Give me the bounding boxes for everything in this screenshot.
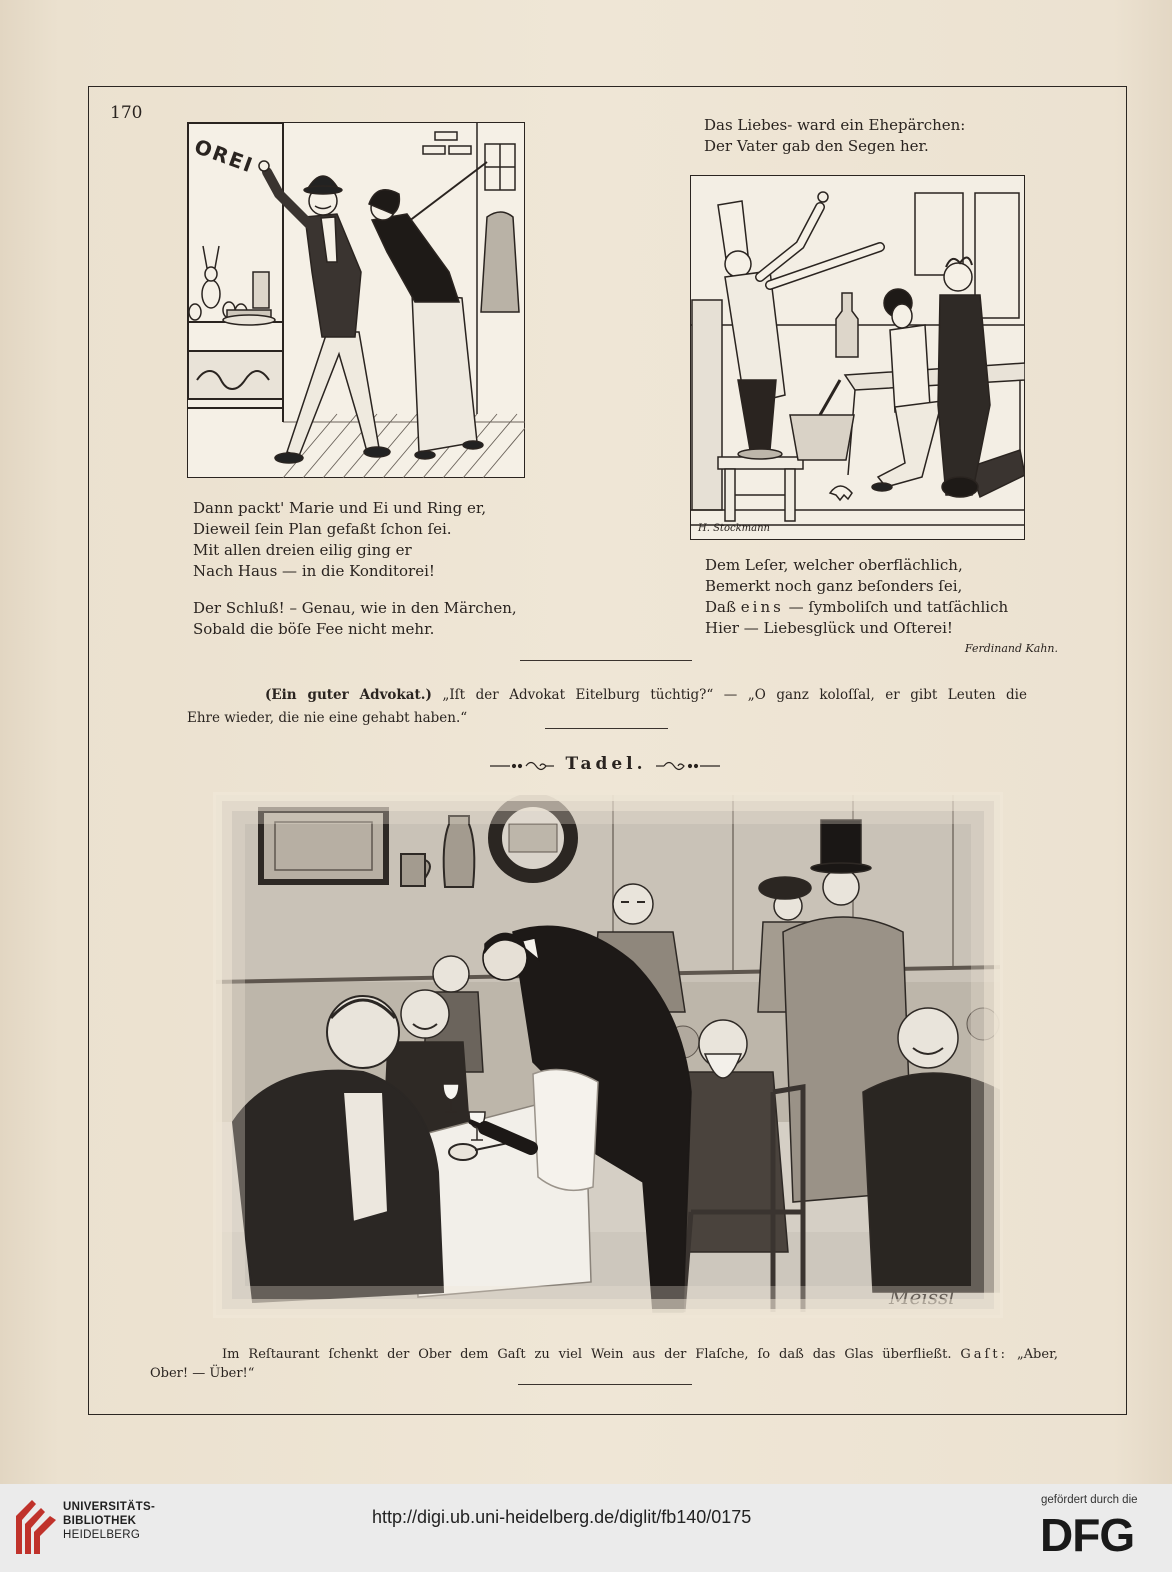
separator-rule	[545, 728, 668, 729]
intro-line-1: Das Liebes- ward ein Ehepärchen:	[704, 116, 966, 134]
dfg-logo: DFG	[1040, 1509, 1135, 1561]
intro-verse	[704, 115, 965, 157]
caption-speaker: Gaſt:	[960, 1347, 1008, 1362]
permalink-url: http://digi.ub.uni-heidelberg.de/diglit/fb140/0175	[372, 1507, 752, 1527]
caption-line-2: Ober! — Über!“	[150, 1366, 255, 1381]
ornament-strokes	[656, 763, 720, 770]
verse-line: Nach Haus — in die Konditorei!	[193, 562, 435, 580]
verse-line: Mit allen dreien eilig ging er	[193, 541, 412, 559]
illustration-kitchen-blessing	[690, 175, 1025, 540]
separator-rule	[518, 1384, 692, 1385]
page-number: 170	[110, 103, 143, 123]
hanging-coat	[481, 212, 519, 312]
caption-line-1	[222, 1345, 1058, 1364]
verse-line: Dem Leſer, welcher oberflächlich,	[705, 556, 963, 574]
ornament-left-icon	[490, 758, 554, 774]
verse-line: Der Schluß! – Genau, wie in den Märchen,	[193, 599, 517, 617]
illustrator-signature-meissl: Meissl	[889, 1285, 955, 1309]
illustration-easter-shop-window	[187, 122, 525, 478]
illustrator-signature-stockmann: H. Stockmann	[698, 523, 770, 534]
caption-text: Im Reſtaurant ſchenkt der Ober dem Gaſt zu viel Wein aus der Flaſche, ſo daß das Glas überfließt.	[222, 1347, 952, 1362]
verse-text: — ſymboliſch und tatſächlich	[788, 598, 1009, 616]
poem-author: Ferdinand Kahn.	[964, 642, 1058, 655]
caption-text: „Aber,	[1016, 1347, 1058, 1362]
library-name-line: BIBLIOTHEK	[63, 1515, 137, 1527]
library-name-line: HEIDELBERG	[63, 1529, 141, 1541]
ornament-right-icon	[656, 758, 720, 774]
separator-rule	[520, 660, 692, 661]
library-name-line: UNIVERSITÄTS-	[63, 1501, 156, 1513]
cartoon-title: Tadel.	[565, 754, 647, 774]
verse-line: Bemerkt noch ganz beſonders ſei,	[705, 577, 963, 595]
verse-line: Dieweil ſein Plan gefaßt ſchon ſei.	[193, 520, 452, 538]
verse-line: Dann packt' Marie und Ei und Ring er,	[193, 499, 487, 517]
ornament-strokes	[490, 763, 554, 770]
library-name	[63, 1500, 155, 1542]
viewer-footer	[0, 1484, 1172, 1572]
illustration-restaurant-scene	[213, 792, 1003, 1318]
library-book-logo-icon	[14, 1496, 58, 1558]
anecdote-line-1	[265, 685, 1027, 706]
funder-label: gefördert durch die	[1041, 1494, 1138, 1506]
left-poem	[193, 498, 517, 640]
anecdote-line-2: Ehre wieder, die nie eine gehabt haben.“	[187, 710, 468, 726]
anecdote-title: (Ein guter Advokat.)	[265, 687, 432, 703]
verse-emphasis: eins	[740, 598, 784, 616]
right-poem	[705, 555, 1008, 639]
intro-line-2: Der Vater gab den Segen her.	[704, 137, 929, 155]
window-lettering: OREI	[191, 134, 258, 178]
verse-line: Hier — Liebesglück und Oſterei!	[705, 619, 953, 637]
logo-shapes	[16, 1500, 56, 1554]
verse-line: Sobald die böſe Fee nicht mehr.	[193, 620, 435, 638]
anecdote-text: „Iſt der Advokat Eitelburg tüchtig?“ — „O ganz koloſſal, er gibt Leuten die	[442, 687, 1027, 703]
left-stanza-1	[193, 498, 517, 582]
verse-text: Daß	[705, 598, 736, 616]
left-stanza-2	[193, 598, 517, 640]
verse-line	[705, 597, 1008, 618]
